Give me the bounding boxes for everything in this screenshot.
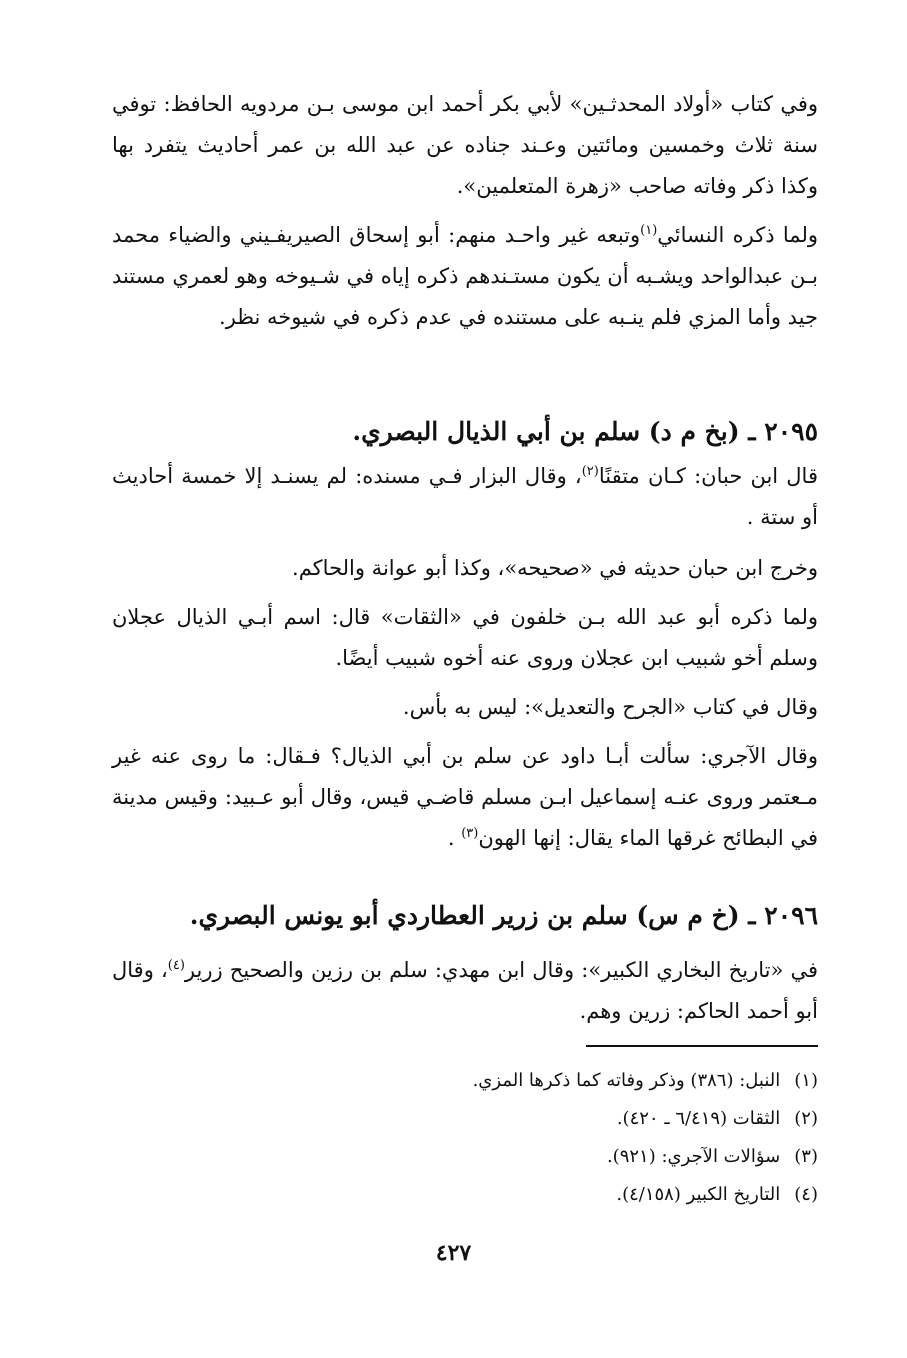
footnote-ref-4: (٤) xyxy=(167,958,185,973)
intro-paragraph-2-text-a: ولما ذكره النسائي xyxy=(657,223,818,247)
footnote-number: (٣) xyxy=(794,1146,818,1167)
entry-2095-paragraph-3: ولما ذكره أبو عبد الله بـن خلفون في «الثقات» قال: اسم أبـي الذيال عجلان وسلم أخو شبيب ابن عجلان وروى عنه أخوه شبيب أيضًا. xyxy=(112,605,818,670)
footnote-1 xyxy=(112,1062,818,1100)
footnote-text: الثقات (٦/٤١٩ ـ ٤٢٠). xyxy=(616,1108,781,1129)
entry-2096-heading: ٢٠٩٦ ـ (خ م س) سلم بن زرير العطاردي أبو يونس البصري. xyxy=(189,901,818,930)
intro-paragraph-2-text-b: وتبعه غير واحـد منهم: أبو إسحاق الصيريفـيني والضياء محمد بـن عبدالواحد ويشـبه أن يكون مستـندهم ذكره إياه في شـيوخه وهو لعمري مستند جيد وأما المزي فلم ينـبه على مستنده في عدم ذكره في شيوخه نظر. xyxy=(112,223,818,329)
entry-2095-section xyxy=(112,456,818,859)
page-number: ٤٢٧ xyxy=(435,1240,472,1266)
entry-2095-paragraph-2: وخرج ابن حبان حديثه في «صحيحه»، وكذا أبو عوانة والحاكم. xyxy=(292,556,818,580)
footnote-number: (١) xyxy=(794,1070,818,1091)
entry-2096-paragraph-1-text-a: في «تاريخ البخاري الكبير»: وقال ابن مهدي: سلم بن رزين والصحيح زرير xyxy=(184,958,818,982)
footnote-4 xyxy=(112,1176,818,1214)
entry-2095-paragraph-5-text-a: وقال الآجري: سألت أبـا داود عن سلم بن أبي الذيال؟ فـقال: ما روى عنه غير مـعتمر وروى عنـه إسماعيل ابـن مسلم قاضـي قيس، وقال أبو عـبيد: وقيس مدينة في البطائح غرقها الماء يقال: إنها الهون xyxy=(112,744,818,850)
entry-2095-paragraph-5 xyxy=(112,736,818,859)
intro-section xyxy=(112,84,818,338)
footnotes xyxy=(112,1062,818,1214)
footnote-number: (٤) xyxy=(794,1184,818,1205)
entry-2095-paragraph-1-text-b: ، وقال البزار فـي مسنده: لم يسنـد إلا خمسة أحاديث أو ستة . xyxy=(112,464,818,529)
intro-paragraph-1: وفي كتاب «أولاد المحدثـين» لأبي بكر أحمد ابن موسى بـن مردويه الحافظ: توفي سنة ثلاث وخمسين ومائتين وعـند جناده عن عبد الله بن عمر أحاديث يتفرد بها وكذا ذكر وفاته صاحب «زهرة المتعلمين». xyxy=(112,92,818,198)
entry-2095-heading: ٢٠٩٥ ـ (بخ م د) سلم بن أبي الذيال البصري. xyxy=(352,417,818,446)
footnote-separator xyxy=(586,1045,818,1047)
intro-paragraph-2 xyxy=(112,215,818,338)
entry-2095-paragraph-1 xyxy=(112,456,818,538)
footnote-text: النبل: (٣٨٦) وذكر وفاته كما ذكرها المزي. xyxy=(472,1070,781,1091)
footnote-2 xyxy=(112,1100,818,1138)
footnote-text: سؤالات الآجري: (٩٢١). xyxy=(606,1146,781,1167)
entry-2096-paragraph-1 xyxy=(112,950,818,1032)
footnote-number: (٢) xyxy=(794,1108,818,1129)
footnote-ref-2: (٢) xyxy=(581,464,599,479)
entry-2096-paragraph-1-text-b: ، وقال أبو أحمد الحاكم: زرين وهم. xyxy=(112,958,818,1023)
footnote-3 xyxy=(112,1138,818,1176)
footnote-text: التاريخ الكبير (٤/١٥٨). xyxy=(616,1184,781,1205)
entry-2095-paragraph-5-text-b: . xyxy=(447,826,462,850)
entry-2095-paragraph-4: وقال في كتاب «الجرح والتعديل»: ليس به بأس. xyxy=(402,695,818,719)
entry-2096-section xyxy=(112,950,818,1032)
footnote-ref-3: (٣) xyxy=(461,826,479,841)
footnote-ref-1: (١) xyxy=(640,223,658,238)
entry-2095-paragraph-1-text-a: قال ابن حبان: كـان متقنًا xyxy=(598,464,818,488)
